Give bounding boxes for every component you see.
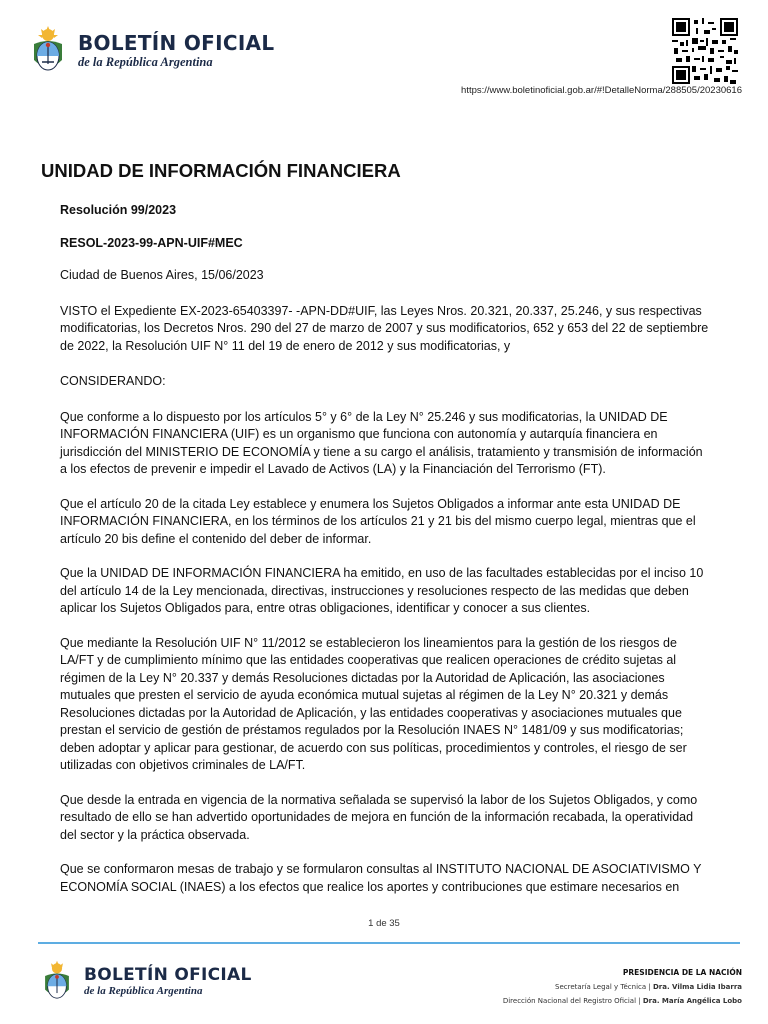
resolution-reference: RESOL-2023-99-APN-UIF#MEC — [60, 236, 243, 250]
credit-name: Dra. María Angélica Lobo — [642, 997, 742, 1005]
coat-of-arms-icon — [28, 26, 68, 76]
footer-logo — [40, 960, 252, 1004]
credit-line-2 — [503, 994, 742, 1008]
paragraph-visto: VISTO el Expediente EX-2023-65403397- -APN-DD#UIF, las Leyes Nros. 20.321, 20.337, 25.246, y sus respectivas modificatorias, los Decretos Nros. 290 del 27 de marzo de 2007 y sus modificatorios, 652 y 653 del 22 de septiembre de 2022, la Resolución UIF N° 11 del 19 de enero de 2012 y sus modificatorias, y — [60, 303, 709, 353]
agency-title: UNIDAD DE INFORMACIÓN FINANCIERA — [41, 160, 401, 181]
credit-name: Dra. Vilma Lidia Ibarra — [652, 983, 742, 991]
credit-line-1 — [503, 980, 742, 994]
paragraph: Que el artículo 20 de la citada Ley establece y enumera los Sujetos Obligados a informar ante esta UNIDAD DE INFORMACIÓN FINANCIERA, en los términos de los artículos 21 y 21 bis del mismo cuerpo legal, mientras que el artículo 20 bis define el contenido del deber de informar. — [60, 496, 696, 546]
paragraph: Que se conformaron mesas de trabajo y se formularon consultas al INSTITUTO NACIONAL DE ASOCIATIVISMO Y ECONOMÍA SOCIAL (INAES) a los efectos que realice los aportes y contribuciones que estimare necesarios en — [60, 862, 702, 894]
qr-code-icon — [672, 18, 738, 84]
place-date: Ciudad de Buenos Aires, 15/06/2023 — [60, 268, 264, 282]
paragraph: Que conforme a lo dispuesto por los artículos 5° y 6° de la Ley N° 25.246 y sus modificatorias, la UNIDAD DE INFORMACIÓN FINANCIERA (UIF) es un organismo que funciona con autonomía y autarquía financiera en jurisdicción del MINISTERIO DE ECONOMÍA y tiene a su cargo el análisis, tratamiento y transmisión de información a los efectos de prevenir e impedir el Lavado de Activos (LA) y la Financiación del Terrorismo (FT). — [60, 409, 703, 476]
footer-divider — [38, 942, 740, 944]
boletin-oficial-logo — [28, 26, 274, 76]
paragraph: Que desde la entrada en vigencia de la normativa señalada se supervisó la labor de los Sujetos Obligados, y como resultado de ello se han advertido oportunidades de mejora en función de la información recabada, la operatividad del sector y la práctica observada. — [60, 792, 698, 842]
footer-brand-title: BOLETÍN OFICIAL — [84, 965, 252, 985]
credit-role: Dirección Nacional del Registro Oficial | — [502, 997, 643, 1005]
brand-title: BOLETÍN OFICIAL — [78, 31, 275, 55]
brand-subtitle: de la República Argentina — [78, 55, 213, 69]
paragraph-considerando: CONSIDERANDO: — [60, 374, 166, 388]
document-body — [60, 203, 712, 896]
coat-of-arms-icon — [40, 960, 74, 1004]
paragraph: Que la UNIDAD DE INFORMACIÓN FINANCIERA ha emitido, en uso de las facultades establecidas por el inciso 10 del artículo 14 de la Ley mencionada, directivas, instrucciones y resoluciones respecto de las medidas que deben aplicar los Sujetos Obligados para, entre otras obligaciones, identificar y conocer a sus clientes. — [60, 566, 704, 615]
page-number: 1 de 35 — [368, 918, 400, 929]
credit-role: Secretaría Legal y Técnica | — [555, 983, 653, 991]
paragraph: Que mediante la Resolución UIF N° 11/2012 se establecieron los lineamientos para la gestión de los riesgos de LA/FT y de cumplimiento mínimo que las entidades cooperativas que realicen operaciones de crédito sujetas al régimen de la Ley N° 20.337 y demás Resoluciones dictadas por la Autoridad de Aplicación, las asociaciones mutuales que presten el servicio de ayuda económica mutual sujetas al régimen de la Ley N° 20.321 y demás Resoluciones dictadas por la Autoridad de Aplicación, y las entidades cooperativas y asociaciones mutuales que prestan el servicio de gestión de préstamos regulados por la Resolución INAES N° 1481/09 y sus modificatorias; deben adoptar y aplicar para gestionar, de acuerdo con sus políticas, procedimientos y controles, el riesgo de ser utilizadas con objetivos criminales de LA/FT. — [60, 635, 687, 772]
resolution-number: Resolución 99/2023 — [60, 203, 177, 217]
document-url[interactable]: https://www.boletinoficial.gob.ar/#!DetalleNorma/288505/20230616 — [461, 85, 742, 96]
footer-brand-subtitle: de la República Argentina — [84, 985, 203, 997]
page-header — [0, 0, 768, 110]
footer-credits — [503, 966, 742, 1008]
presidency-label: PRESIDENCIA DE LA NACIÓN — [622, 968, 742, 977]
